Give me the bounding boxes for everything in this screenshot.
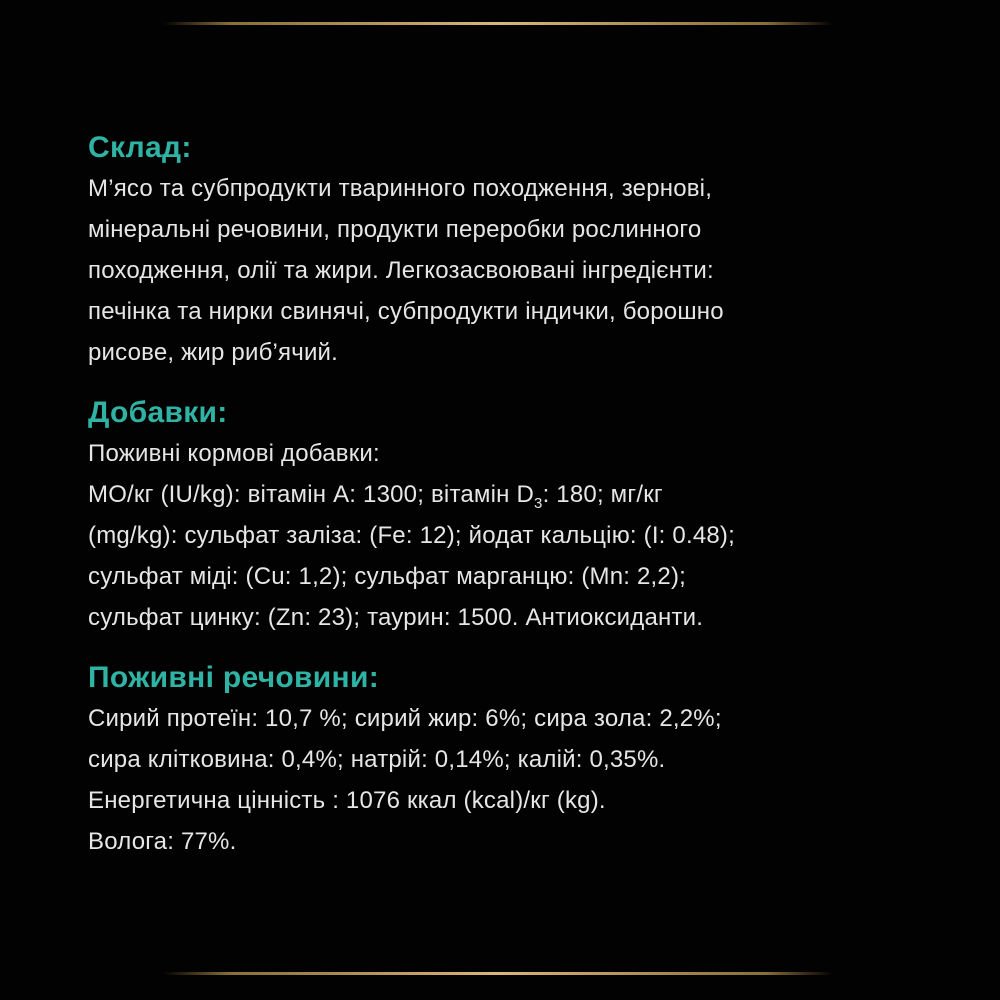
- bottom-gold-rule: [163, 972, 833, 975]
- additives-line: сульфат цинку: (Zn: 23); таурин: 1500. Антиоксиданти.: [88, 604, 704, 631]
- additives-line: (mg/kg): сульфат заліза: (Fe: 12); йодат кальцію: (I: 0.48);: [88, 522, 735, 549]
- additives-line: сульфат міді: (Cu: 1,2); сульфат марганцю: (Mn: 2,2);: [88, 563, 687, 590]
- composition-line: рисове, жир риб’ячий.: [88, 339, 339, 366]
- composition-line: мінеральні речовини, продукти переробки рослинного: [88, 216, 702, 243]
- composition-line: печінка та нирки свинячі, субпродукти індички, борошно: [88, 298, 724, 325]
- nutrients-section: [88, 658, 948, 862]
- ingredients-panel: [88, 128, 948, 862]
- composition-line: М’ясо та субпродукти тваринного походження, зернові,: [88, 175, 713, 202]
- additives-heading: Добавки:: [88, 396, 228, 429]
- vitamins-text: МО/кг (IU/kg): вітамін А: 1300; вітамін D: [88, 481, 535, 508]
- nutrients-line: Сирий протеїн: 10,7 %; сирий жир: 6%; сира зола: 2,2%;: [88, 705, 722, 732]
- vitamins-text-end: : 180; мг/кг: [542, 481, 663, 508]
- nutrients-heading: Поживні речовини:: [88, 661, 379, 694]
- nutrients-line: Волога: 77%.: [88, 828, 237, 855]
- additives-line: Поживні кормові добавки:: [88, 440, 380, 467]
- additives-section: [88, 393, 948, 638]
- nutrients-line: сира клітковина: 0,4%; натрій: 0,14%; калій: 0,35%.: [88, 746, 666, 773]
- composition-heading: Склад:: [88, 131, 192, 164]
- vitamin-d-subscript: 3: [534, 495, 543, 512]
- nutrients-line: Енергетична цінність : 1076 ккал (kcal)/кг (kg).: [88, 787, 606, 814]
- additives-vitamins-line: [88, 474, 948, 515]
- top-gold-rule: [163, 22, 833, 25]
- composition-line: походження, олії та жири. Легкозасвоювані інгредієнти:: [88, 257, 714, 284]
- composition-section: [88, 128, 948, 373]
